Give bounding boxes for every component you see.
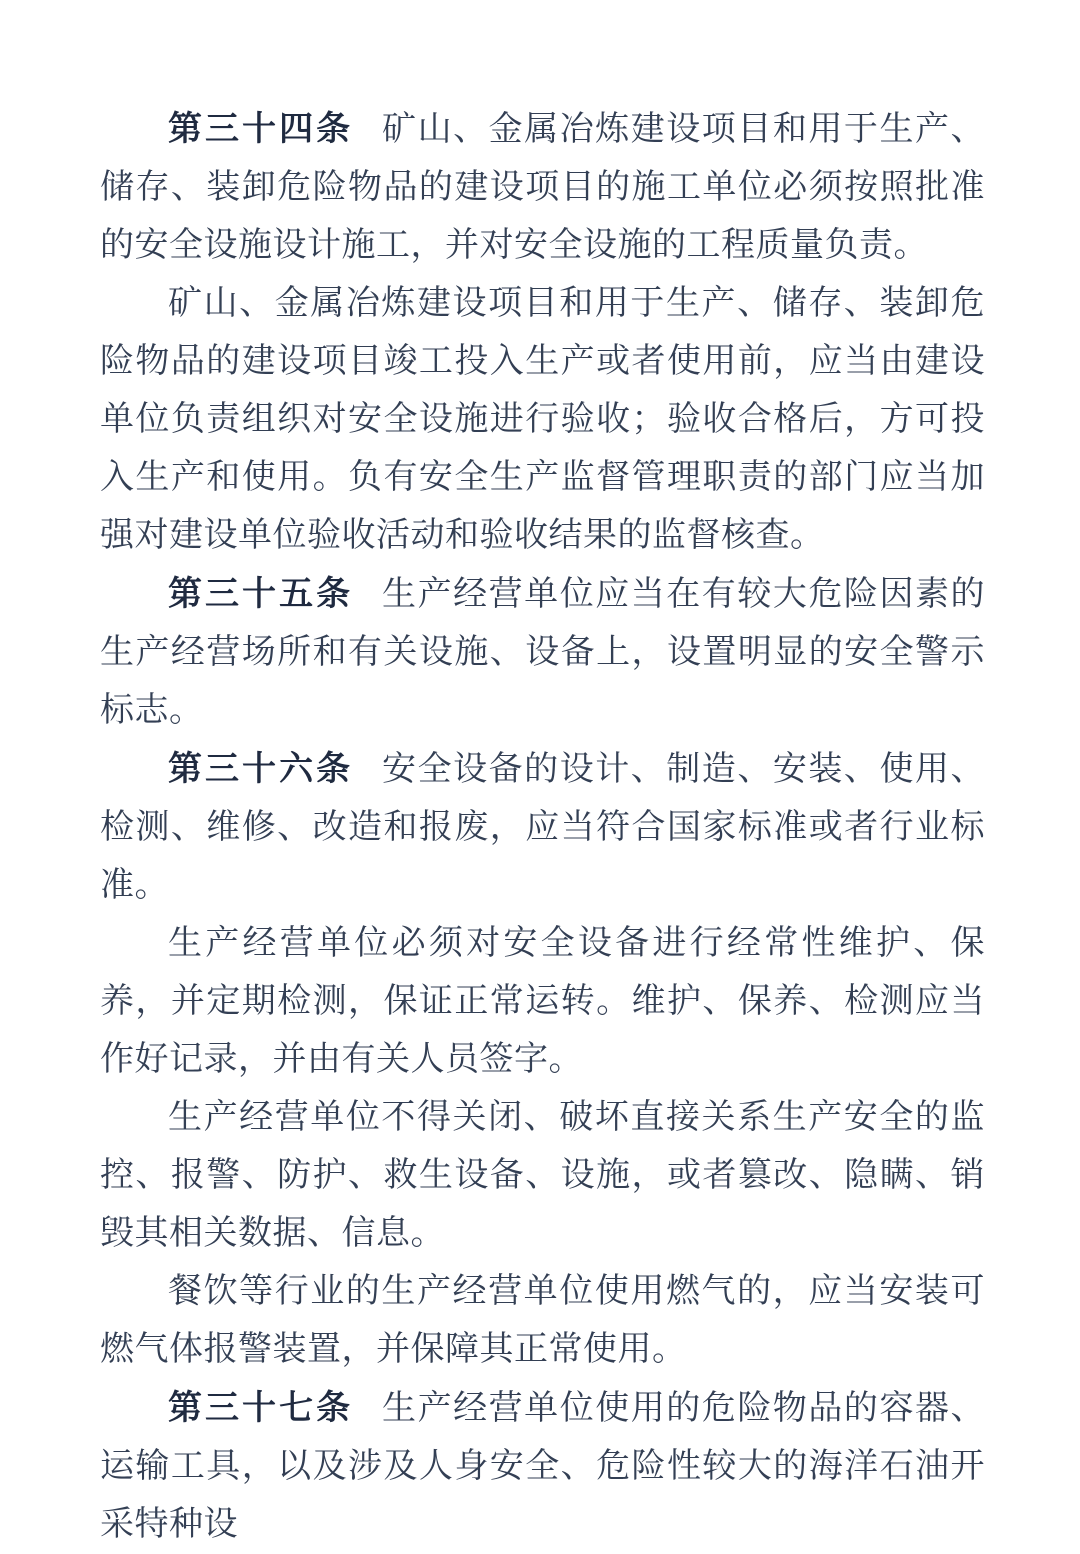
article-number: 第三十七条 [168,1388,354,1428]
paragraph-text: 矿山、金属冶炼建设项目和用于生产、储存、装卸危险物品的建设项目的施工单位必须按照批准的安全设施设计施工，并对安全设施的工程质量负责。 [100,111,986,264]
paragraph-text: 安全设备的设计、制造、安装、使用、检测、维修、改造和报废，应当符合国家标准或者行业标准。 [100,751,986,904]
paragraph-text: 生产经营单位使用的危险物品的容器、运输工具，以及涉及人身安全、危险性较大的海洋石油开采特种设 [100,1390,986,1543]
paragraph [100,275,985,565]
paragraph-text: 生产经营单位必须对安全设备进行经常性维护、保养，并定期检测，保证正常运转。维护、保养、检测应当作好记录，并由有关人员签字。 [100,925,985,1078]
paragraph [100,1263,985,1379]
article-number: 第三十六条 [168,749,354,789]
article-number: 第三十五条 [168,574,354,614]
article-paragraph [100,565,985,740]
paragraph-text: 生产经营单位不得关闭、破坏直接关系生产安全的监控、报警、防护、救生设备、设施，或者篡改、隐瞒、销毁其相关数据、信息。 [100,1099,985,1252]
paragraph [100,915,985,1089]
article-number: 第三十四条 [168,109,354,149]
paragraph-text: 餐饮等行业的生产经营单位使用燃气的，应当安装可燃气体报警装置，并保障其正常使用。 [100,1273,985,1368]
paragraph-text: 矿山、金属冶炼建设项目和用于生产、储存、装卸危险物品的建设项目竣工投入生产或者使用前，应当由建设单位负责组织对安全设施进行验收；验收合格后，方可投入生产和使用。负有安全生产监督管理职责的部门应当加强对建设单位验收活动和验收结果的监督核查。 [100,285,985,554]
document-body [100,100,985,1554]
paragraph-text: 生产经营单位应当在有较大危险因素的生产经营场所和有关设施、设备上，设置明显的安全警示标志。 [100,576,986,729]
article-paragraph [100,740,985,915]
paragraph [100,1089,985,1263]
article-paragraph [100,100,985,275]
article-paragraph [100,1379,985,1554]
